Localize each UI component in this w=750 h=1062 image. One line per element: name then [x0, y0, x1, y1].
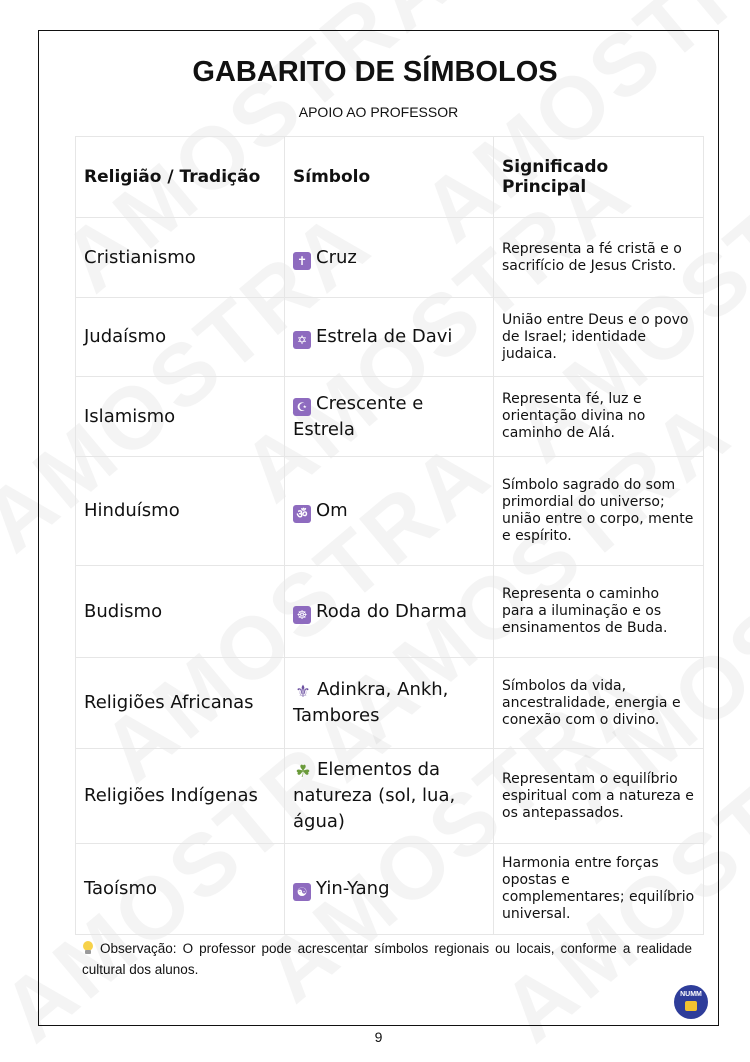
note-text: Observação: O professor pode acrescentar símbolos regionais ou locais, conforme a realidade cultural dos alunos.: [82, 941, 692, 977]
header-symbol: Símbolo: [285, 137, 494, 218]
yin-yang-icon: ☯: [293, 883, 311, 901]
symbol-label: Estrela de Davi: [316, 326, 453, 347]
meaning-cell: Representa o caminho para a iluminação e os ensinamentos de Buda.: [494, 566, 704, 658]
religion-cell: Budismo: [76, 566, 285, 658]
table-row: [76, 844, 704, 935]
table-row: [76, 218, 704, 298]
symbol-label: Crescente e Estrela: [293, 392, 424, 440]
religion-cell: Islamismo: [76, 377, 285, 457]
herb-icon: ☘: [295, 762, 311, 782]
religion-cell: Taoísmo: [76, 844, 285, 935]
header-meaning: Significado Principal: [494, 137, 704, 218]
table-row: [76, 377, 704, 457]
symbol-cell: [285, 749, 494, 844]
crescent-star-icon: ☪: [293, 398, 311, 416]
table-row: [76, 566, 704, 658]
religion-cell: Judaísmo: [76, 298, 285, 377]
cross-icon: ✝: [293, 252, 311, 270]
page-title: GABARITO DE SÍMBOLOS: [192, 56, 558, 88]
lightbulb-icon: [82, 941, 94, 955]
symbol-label: Om: [316, 500, 348, 521]
meaning-cell: Símbolo sagrado do som primordial do universo; união entre o corpo, mente e espírito.: [494, 457, 704, 566]
meaning-cell: Representa fé, luz e orientação divina no caminho de Alá.: [494, 377, 704, 457]
page-subtitle: APOIO AO PROFESSOR: [298, 104, 459, 120]
publisher-logo: [674, 985, 708, 1019]
symbol-cell: [285, 566, 494, 658]
logo-text: NUMM: [680, 991, 702, 998]
symbol-label: Yin-Yang: [316, 878, 390, 899]
om-icon: ॐ: [293, 505, 311, 523]
symbol-cell: [285, 658, 494, 749]
header-religion: Religião / Tradição: [76, 137, 285, 218]
page-number: 9: [374, 1029, 383, 1045]
symbol-label: Cruz: [316, 246, 357, 268]
table-row: [76, 298, 704, 377]
teacher-note: [82, 938, 692, 980]
symbol-label: Adinkra, Ankh, Tambores: [293, 679, 449, 726]
star-of-david-icon: ✡: [293, 331, 311, 349]
fleur-de-lis-icon: ⚜: [295, 682, 311, 702]
meaning-cell: Símbolos da vida, ancestralidade, energia e conexão com o divino.: [494, 658, 704, 749]
table-row: [76, 749, 704, 844]
meaning-cell: União entre Deus e o povo de Israel; identidade judaica.: [494, 298, 704, 377]
symbol-cell: [285, 218, 494, 298]
symbols-table: [75, 136, 704, 935]
dharma-wheel-icon: ☸: [293, 606, 311, 624]
religion-cell: Religiões Indígenas: [76, 749, 285, 844]
religion-cell: Religiões Africanas: [76, 658, 285, 749]
table-row: [76, 457, 704, 566]
symbol-cell: [285, 844, 494, 935]
logo-book-icon: [685, 1001, 697, 1011]
meaning-cell: Representam o equilíbrio espiritual com a natureza e os antepassados.: [494, 749, 704, 844]
symbol-label: Roda do Dharma: [316, 600, 467, 622]
religion-cell: Cristianismo: [76, 218, 285, 298]
table-row: [76, 658, 704, 749]
religion-cell: Hinduísmo: [76, 457, 285, 566]
meaning-cell: Harmonia entre forças opostas e complementares; equilíbrio universal.: [494, 844, 704, 935]
symbol-label: Elementos da natureza (sol, lua, água): [293, 759, 456, 832]
symbol-cell: [285, 377, 494, 457]
meaning-cell: Representa a fé cristã e o sacrifício de Jesus Cristo.: [494, 218, 704, 298]
symbol-cell: [285, 457, 494, 566]
symbol-cell: [285, 298, 494, 377]
table-header-row: [76, 137, 704, 218]
